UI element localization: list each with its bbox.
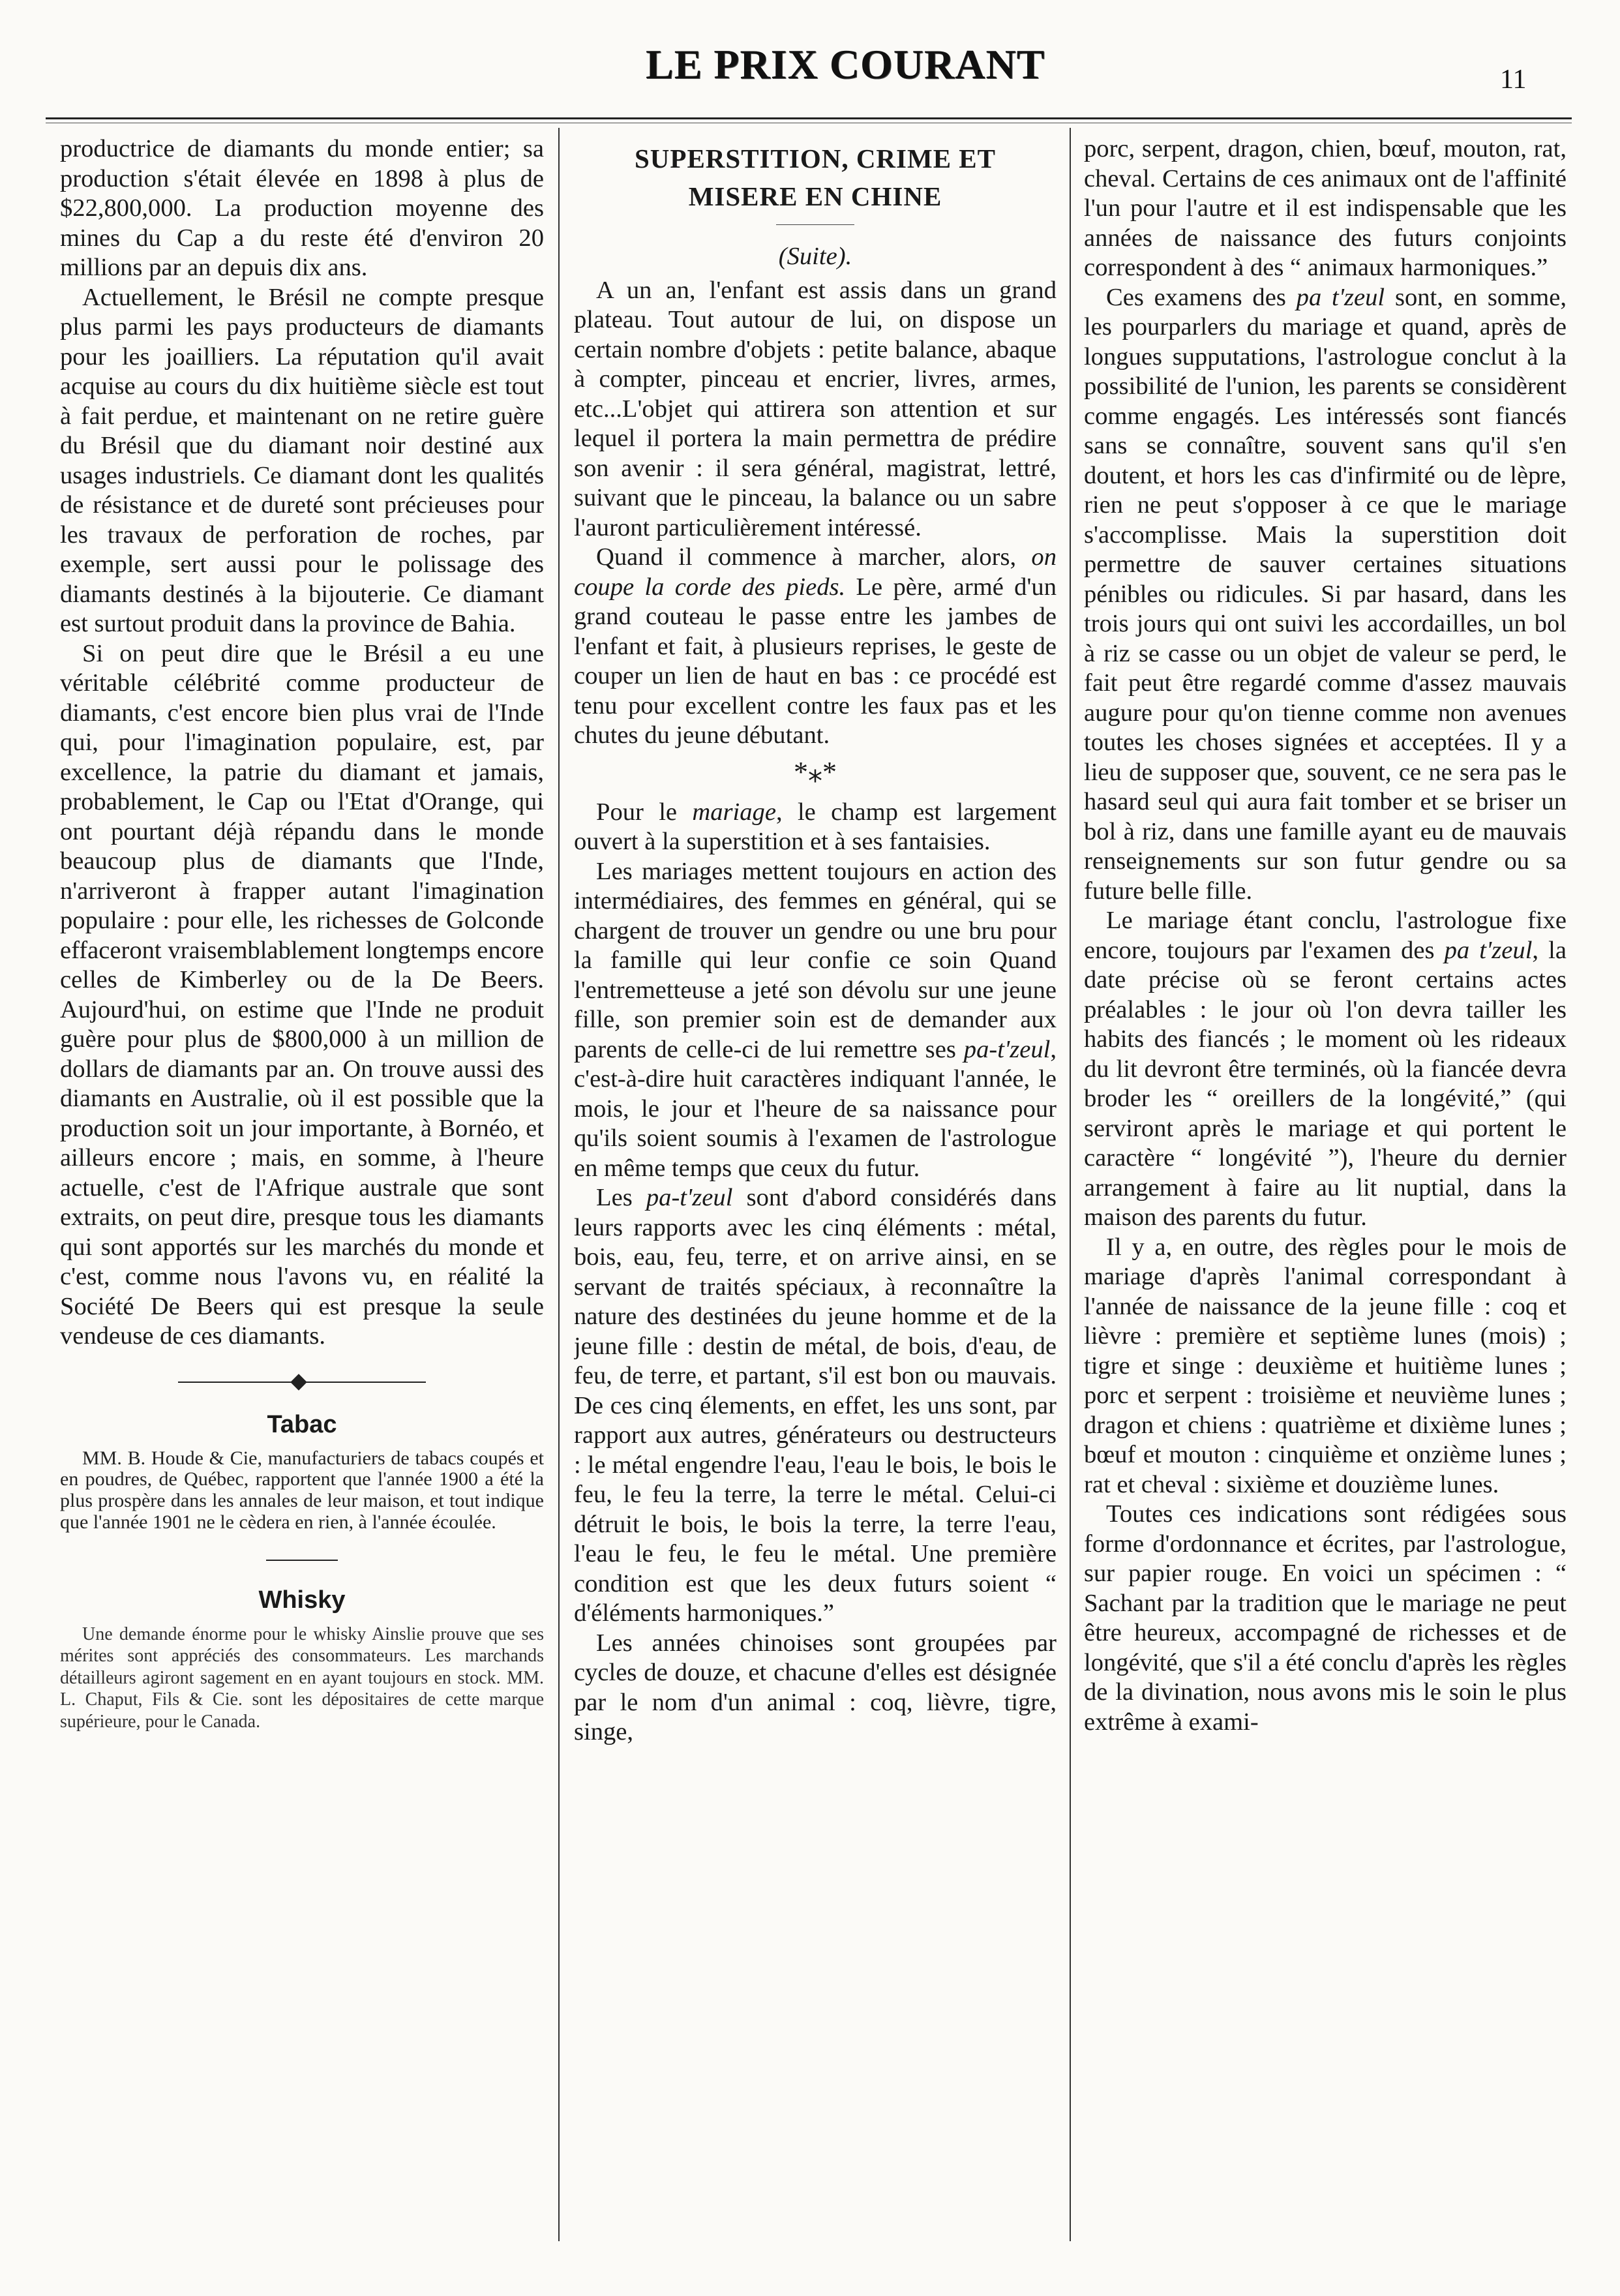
italic-run: mariage xyxy=(692,798,776,826)
text-run: sont d'abord considérés dans leurs rapports avec les cinq éléments : métal, bois, eau, feu, terre, et on arrive ainsi, en se servant de traités spéciaux, à reconnaître la nature des destinées du jeune homme et de la jeune fille : destin de métal, de bois, d'eau, de feu, de terre, et partant, s'il est bon ou mauvais. De ces cinq élements, en effet, les uns sont, par rapport aux autres, générateurs ou destructeurs : le métal engendre l'eau, l'eau le bois, le bois le feu, le feu la terre, la terre le métal. Celui-ci détruit le bois, le bois la terre, la terre l'eau, l'eau le feu, le feu le métal. Une première condition est que les deux futurs soient “ d'éléments harmoniques.” xyxy=(574,1184,1057,1627)
paragraph: productrice de diamants du monde entier; sa production s'était élevée en 1898 à plus de $22,800,000. La production moyenne des mines du Cap a du reste été d'environ 20 millions par an depuis dix ans. xyxy=(60,135,544,281)
paragraph xyxy=(574,857,1057,1184)
article-title-line-2: MISERE EN CHINE xyxy=(688,181,942,211)
column-right xyxy=(1084,134,1567,2287)
paragraph: porc, serpent, dragon, chien, bœuf, mouton, rat, cheval. Certains de ces animaux ont de l'affinité l'un pour l'autre et il est indispensable que les années de naissance des futurs conjoints correspondent à des “ animaux harmoniques.” xyxy=(1084,135,1567,281)
text-run: Ces examens des xyxy=(1106,283,1297,311)
section-rule xyxy=(266,1560,338,1561)
text-run: , la date précise où se feront certains actes préalables : le jour où l'on devra tailler les habits des fiancés ; le moment où les rideaux du lit devront être terminés, où la fiancée devra broder les “ oreillers de la longévité,” (qui serviront après le mariage et qui portent le caractère “ longévité ”), l'heure du dernier arrangement à faire au lit nuptial, dans la maison des parents du futur. xyxy=(1084,936,1567,1231)
article-title-line-1: SUPERSTITION, CRIME ET xyxy=(635,144,996,174)
italic-run: pa-t'zeul xyxy=(963,1035,1051,1063)
italic-run: pa-t'zeul xyxy=(646,1184,733,1211)
tabac-text: MM. B. Houde & Cie, manufacturiers de tabacs coupés et en poudres, de Québec, rapportent que l'année 1900 a été la plus prospère dans les annales de leur maison, et tout indique que l'année 1901 ne le cèdera en rien, à l'année écoulée. xyxy=(60,1447,544,1533)
paragraph xyxy=(1084,906,1567,1233)
title-rule xyxy=(776,224,854,225)
italic-run: pa t'zeul xyxy=(1444,936,1533,964)
paragraph: Les années chinoises sont groupées par cycles de douze, et chacune d'elles est désignée par le nom d'un animal : coq, lièvre, tigre, singe, xyxy=(574,1629,1057,1745)
text-run: Le père, armé d'un grand couteau le passe entre les jambes de l'enfant et fait, à plusieurs reprises, le geste de couper un lien de haut en bas : ce procédé est tenu pour excellent contre les faux pas et les chutes du jeune débutant. xyxy=(574,573,1057,749)
text-run: Pour le xyxy=(596,798,693,826)
asterism: *⁎* xyxy=(794,755,837,788)
article-title xyxy=(574,140,1057,215)
whisky-heading: Whisky xyxy=(258,1586,346,1614)
paragraph xyxy=(574,1183,1057,1629)
paragraph xyxy=(574,798,1057,857)
column-divider-right xyxy=(1070,128,1071,2241)
text-run: Les mariages mettent toujours en action des intermédiaires, des femmes en général, qui se chargent de trouver un gendre ou une bru pour la famille qui leur confie ce soin Quand l'entremetteuse a jeté son dévolu sur une jeune fille, son premier soin est de demander aux parents de celle-ci de lui remettre ses xyxy=(574,857,1057,1063)
section-ornament xyxy=(178,1374,426,1391)
article-suite: (Suite). xyxy=(778,243,852,270)
header-rule xyxy=(46,117,1572,119)
text-run: Le mariage étant conclu, l'astrologue fixe encore, toujours par l'examen des xyxy=(1084,907,1567,964)
text-run: Quand il commence à marcher, alors, xyxy=(596,543,1032,571)
text-run: sont, en somme, les pourparlers du mariage et quand, après de longues supputations, l'astrologue conclut à la possibilité de l'union, les parents se considèrent comme engagés. Les intéressés sont fiancés sans se connaître, souvent sans qu'il s'en doutent, et hors les cas d'infirmité ou de lèpre, rien ne peut s'opposer à ce que le mariage s'accomplisse. Mais la superstition doit permettre de sauver certaines situations pénibles ou ridicules. Si par hasard, dans les trois jours qui ont suivi les accordailles, un bol à riz se casse ou un objet de valeur se perd, le fait peut être regardé comme d'assez mauvais augure pour qu'on tienne comme non avenues toutes les choses signées et acceptées. Il y a lieu de supposer que, souvent, ce ne sera pas le hasard seul qui aura fait tomber et se briser un bol à riz, dans une famille ayant eu de mauvais renseignements sur son futur gendre ou sa future belle fille. xyxy=(1084,283,1567,905)
italic-run: pa t'zeul xyxy=(1296,283,1385,311)
paragraph xyxy=(1084,283,1567,907)
page-number: 11 xyxy=(1500,65,1527,95)
paragraph: A un an, l'enfant est assis dans un grand plateau. Tout autour de lui, on dispose un certain nombre d'objets : petite balance, abaque à compter, pinceau et encrier, livres, armes, etc...L'objet qui attirera son attention et sur lequel il portera la main permettra de prédire son avenir : il sera général, magistrat, lettré, suivant que le pinceau, la balance ou un sabre l'auront particulièrement intéressé. xyxy=(574,276,1057,541)
text-run: , le champ est largement ouvert à la superstition et à ses fantaisies. xyxy=(574,798,1057,855)
paragraph: Si on peut dire que le Brésil a eu une véritable célébrité comme producteur de diamants, c'est encore bien plus vrai de l'Inde qui, pour l'imagination populaire, est, par excellence, la patrie du diamant et jamais, probablement, le Cap ou l'Etat d'Orange, qui ont pourtant déjà répandu dans le monde beaucoup plus de diamants que l'Inde, n'arriveront à frapper autant l'imagination populaire : pour elle, les richesses de Golconde effaceront vraisemblablement longtemps encore celles de Kimberley ou de la De Beers. Aujourd'hui, on estime que l'Inde ne produit guère pour plus de $800,000 à un million de dollars de diamants par an. On trouve aussi des diamants en Australie, où il est possible que la production soit un jour importante, à Bornéo, et ailleurs encore ; mais, en somme, à l'heure actuelle, c'est de l'Afrique australe que sont extraits, on peut dire, presque tous les diamants qui sont apportés sur les marchés du monde et c'est, comme nous l'avons vu, en réalité la Société De Beers qui est presque la seule vendeuse de ces diamants. xyxy=(60,639,544,1350)
text-run: Les xyxy=(596,1184,646,1211)
page-header xyxy=(0,0,1620,124)
italic-run: on coupe la corde des pieds. xyxy=(574,543,1057,601)
paragraph: Il y a, en outre, des règles pour le mois de mariage d'après l'animal correspondant à l'année de naissance de la jeune fille : coq et lièvre : première et septième lunes (mois) ; tigre et singe : deuxième et huitième lunes ; porc et serpent : troisième et neuvième lunes ; dragon et chiens : quatrième et dixième lunes ; bœuf et mouton : cinquième et onzième lunes ; rat et cheval : sixième et douzième lunes. xyxy=(1084,1233,1567,1498)
paragraph xyxy=(574,543,1057,751)
diamond-icon xyxy=(290,1374,307,1390)
tabac-heading: Tabac xyxy=(267,1410,337,1438)
paragraph: Actuellement, le Brésil ne compte presque plus parmi les pays producteurs de diamants pour les joailliers. La réputation qu'il avait acquise au cours du dix huitième siècle est tout à fait perdue, et maintenant on ne retire guère du Brésil que du diamant noir destiné aux usages industriels. Ce diamant dont les qualités de résistance et de dureté sont précieuses pour les travaux de perforation de roches, par exemple, sert aussi pour le polissage des diamants destinés à la bijouterie. Ce diamant est surtout produit dans la province de Bahia. xyxy=(60,283,544,637)
column-middle xyxy=(574,134,1057,2287)
text-run: , c'est-à-dire huit caractères indiquant l'année, le mois, le jour et l'heure de sa naissance pour qu'ils soient soumis à l'examen de l'astrologue en même temps que ceux du futur. xyxy=(574,1035,1057,1182)
column-left xyxy=(60,134,544,2287)
column-divider-left xyxy=(558,128,560,2241)
paragraph: Toutes ces indications sont rédigées sous forme d'ordonnance et écrites, par l'astrologue, sur papier rouge. En voici un spécimen : “ Sachant par la tradition que le mariage ne peut être heureux, accompagné de richesses et de longévité, que s'il a été conclu d'après les règles de la divination, nous avons mis le soin le plus extrême à exami- xyxy=(1084,1500,1567,1736)
whisky-text: Une demande énorme pour le whisky Ainslie prouve que ses mérites sont appréciés des consommateurs. Les marchands détailleurs agiront sagement en en ayant toujours en stock. MM. L. Chaput, Fils & Cie. sont les dépositaires de cette marque supérieure, pour le Canada. xyxy=(60,1624,544,1732)
masthead: LE PRIX COURANT xyxy=(646,41,1045,87)
